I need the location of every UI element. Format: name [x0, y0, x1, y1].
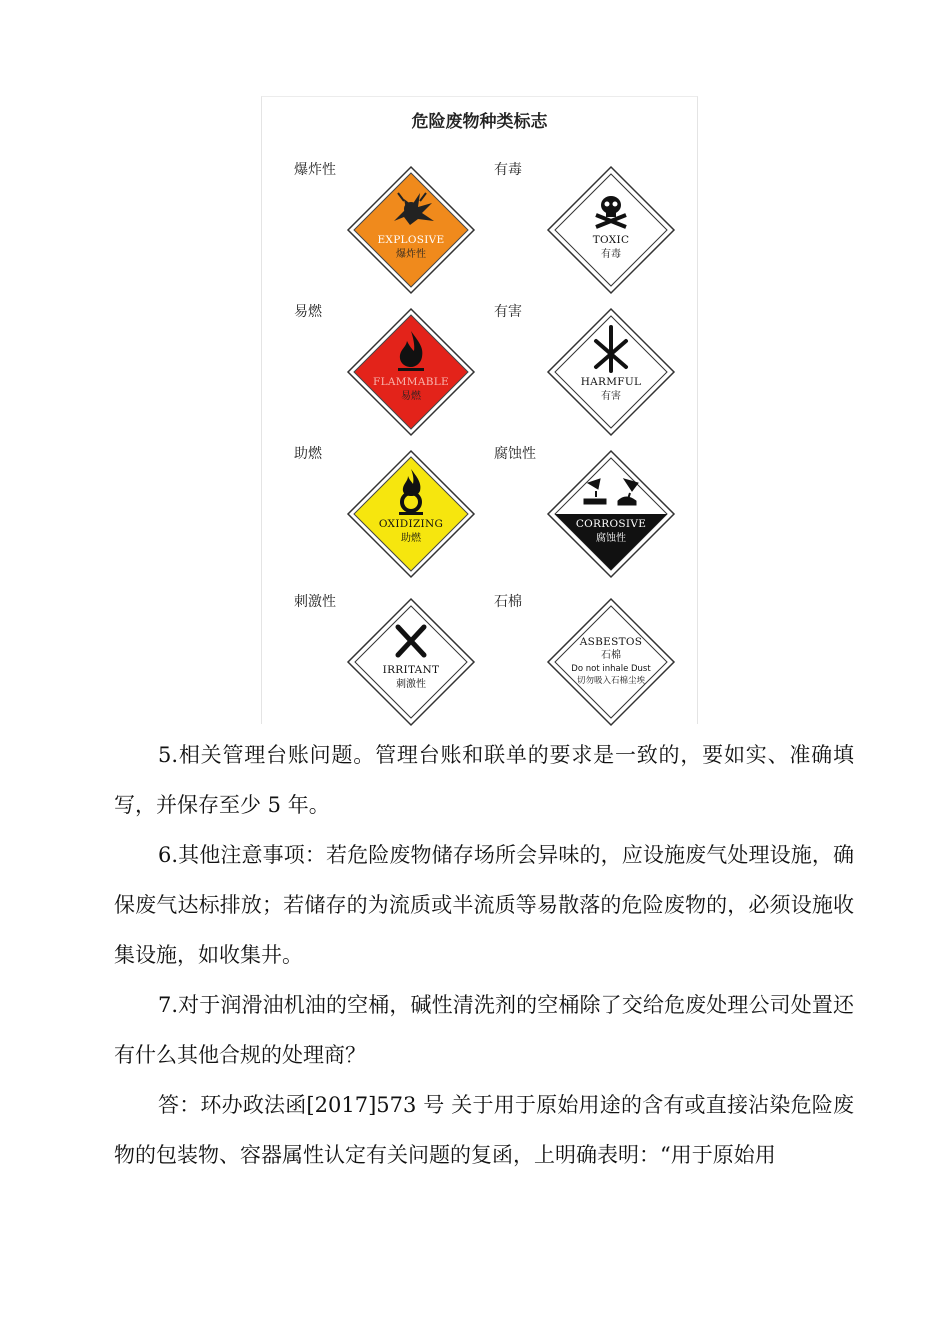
sign-en-text: CORROSIVE	[575, 518, 647, 530]
asbestos-sign	[546, 597, 676, 727]
sign-label: 助燃	[294, 446, 322, 462]
toxic-sign	[546, 165, 676, 295]
sign-warning-zh-text: 切勿吸入石棉尘埃	[576, 676, 646, 686]
corrosive-sign	[546, 449, 676, 579]
flammable-sign	[346, 307, 476, 437]
sign-en-text: ASBESTOS	[579, 636, 643, 648]
sign-zh-text: 石棉	[601, 650, 621, 661]
sign-harmful	[494, 301, 694, 451]
sign-en-text: TOXIC	[592, 234, 630, 246]
sign-warning-text: Do not inhale Dust	[571, 664, 651, 674]
paragraph-answer: 答：环办政法函[2017]573 号 关于用于原始用途的含有或直接沾染危险废物的包装物、容器属性认定有关问题的复函，上明确表明：“用于原始用	[114, 1093, 854, 1167]
sign-zh-text: 有害	[601, 391, 621, 402]
harmful-sign	[546, 307, 676, 437]
sign-zh-text: 有毒	[601, 249, 621, 260]
sign-corrosive	[494, 443, 694, 593]
sign-en-text: OXIDIZING	[378, 518, 444, 530]
figure-title: 危险废物种类标志	[411, 112, 548, 132]
diamond-fill	[354, 173, 468, 287]
sign-en-text: EXPLOSIVE	[377, 234, 445, 246]
sign-label: 刺激性	[294, 594, 336, 610]
sign-label: 易燃	[294, 304, 322, 320]
sign-en-text: HARMFUL	[580, 376, 642, 388]
paragraph-7: 7.对于润滑油机油的空桶，碱性清洗剂的空桶除了交给危废处理公司处置还有什么其他合规的处理商？	[114, 993, 854, 1067]
sign-asbestos	[494, 591, 694, 741]
sign-zh-text: 助燃	[401, 533, 421, 544]
sign-zh-text: 腐蚀性	[596, 533, 626, 544]
paragraph-6: 6.其他注意事项：若危险废物储存场所会异味的，应设施废气处理设施，确保废气达标排放；若储存的为流质或半流质等易散落的危险废物的，必须设施收集设施，如收集井。	[114, 843, 854, 967]
paragraph-5: 5.相关管理台账问题。管理台账和联单的要求是一致的，要如实、准确填写，并保存至少 5 年。	[114, 743, 854, 817]
sign-label: 爆炸性	[294, 162, 336, 178]
sign-zh-text: 刺激性	[396, 679, 426, 690]
explosive-sign	[346, 165, 476, 295]
hazard-signs-figure	[261, 96, 698, 724]
irritant-sign	[346, 597, 476, 727]
sign-explosive	[294, 159, 494, 309]
sign-irritant	[294, 591, 494, 741]
sign-label: 腐蚀性	[494, 446, 536, 462]
sign-en-text: FLAMMABLE	[373, 376, 449, 388]
sign-toxic	[494, 159, 694, 309]
sign-zh-text: 爆炸性	[396, 249, 426, 260]
sign-oxidizing	[294, 443, 494, 593]
sign-label: 石棉	[494, 594, 522, 610]
sign-en-text: IRRITANT	[382, 664, 440, 676]
oxidizing-sign	[346, 449, 476, 579]
sign-flammable	[294, 301, 494, 451]
sign-zh-text: 易燃	[401, 391, 421, 402]
sign-label: 有害	[494, 304, 522, 320]
sign-label: 有毒	[494, 162, 522, 178]
